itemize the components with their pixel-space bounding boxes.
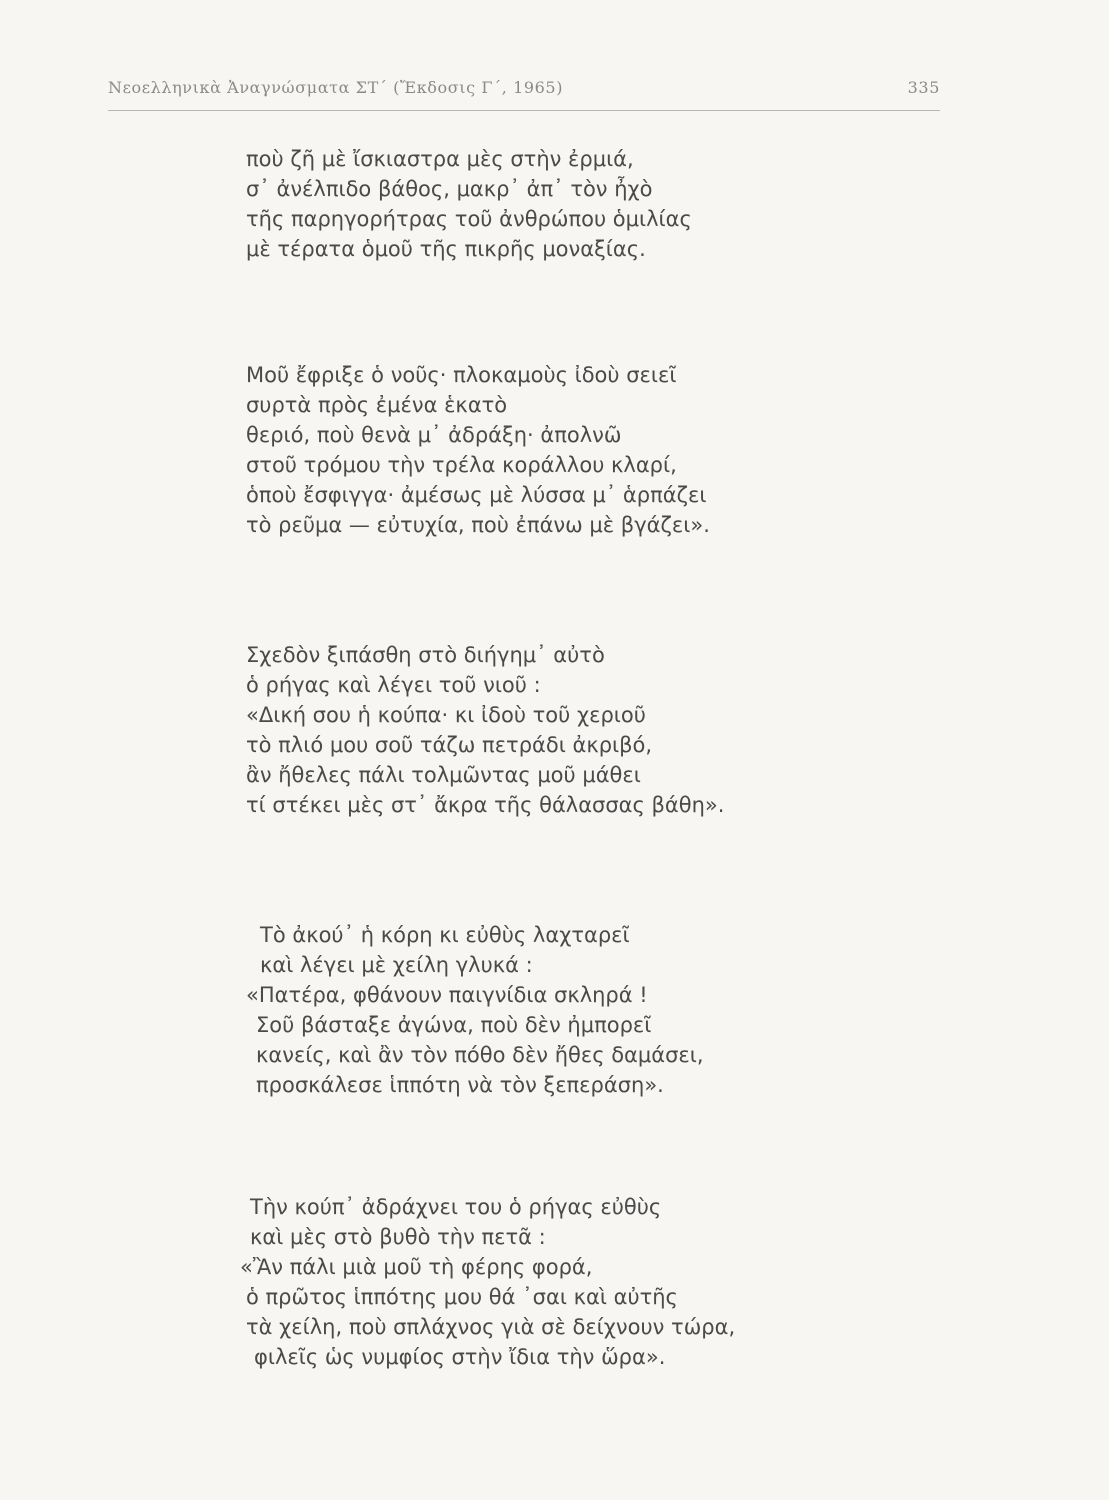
poem-line: τὸ πλιό μου σοῦ τάζω πετράδι ἀκριβό,: [246, 733, 653, 757]
poem-line: μὲ τέρατα ὁμοῦ τῆς πικρῆς μοναξίας.: [246, 237, 646, 261]
poem-line: κανείς, καὶ ἂν τὸν πόθο δὲν ἤθες δαμάσει,: [256, 1043, 704, 1067]
stanza-4: [246, 920, 704, 1100]
poem-line: προσκάλεσε ἱππότη νὰ τὸν ξεπεράση».: [256, 1073, 664, 1097]
stanza-1: [246, 144, 692, 264]
header-rule: [108, 110, 940, 111]
poem-line: Τὴν κούπ᾿ ἀδράχνει του ὁ ρήγας εὐθὺς: [250, 1195, 662, 1219]
stanza-2: [246, 360, 710, 540]
poem-line: Σχεδὸν ξιπάσθη στὸ διήγημ᾿ αὐτὸ: [246, 643, 605, 667]
poem-line: καὶ μὲς στὸ βυθὸ τὴν πετᾶ :: [250, 1225, 546, 1249]
poem-line: Τὸ ἀκού᾿ ἡ κόρη κι εὐθὺς λαχταρεῖ: [260, 923, 630, 947]
poem-line: «Πατέρα, φθάνουν παιγνίδια σκληρά !: [246, 983, 648, 1007]
poem-line: «Ἂν πάλι μιὰ μοῦ τὴ φέρης φορά,: [240, 1255, 593, 1279]
poem-line: στοῦ τρόμου τὴν τρέλα κοράλλου κλαρί,: [246, 453, 677, 477]
poem-line: «Δική σου ἡ κούπα· κι ἰδοὺ τοῦ χεριοῦ: [246, 703, 646, 727]
poem-line: ἂν ἤθελες πάλι τολμῶντας μοῦ μάθει: [246, 763, 641, 787]
poem-line: συρτὰ πρὸς ἐμένα ἑκατὸ: [246, 393, 508, 417]
page-number: 335: [907, 78, 940, 97]
poem-line: θεριό, ποὺ θενὰ μ᾿ ἀδράξη· ἀπολνῶ: [246, 423, 622, 447]
poem-line: τὰ χείλη, ποὺ σπλάχνος γιὰ σὲ δείχνουν τώρα,: [246, 1315, 736, 1339]
running-title: Νεοελληνικὰ Ἀναγνώσματα ΣΤ΄ (Ἔκδοσις Γ΄, 1965): [108, 78, 564, 97]
poem-line: Μοῦ ἔφριξε ὁ νοῦς· πλοκαμοὺς ἰδοὺ σειεῖ: [246, 363, 677, 387]
poem-line: τί στέκει μὲς στ᾿ ἄκρα τῆς θάλασσας βάθη».: [246, 793, 725, 817]
stanza-3: [246, 640, 724, 820]
poem-line: τῆς παρηγορήτρας τοῦ ἀνθρώπου ὁμιλίας: [246, 207, 692, 231]
poem-line: Σοῦ βάσταξε ἀγώνα, ποὺ δὲν ἠμπορεῖ: [256, 1013, 652, 1037]
poem-line: τὸ ρεῦμα — εὐτυχία, ποὺ ἐπάνω μὲ βγάζει».: [246, 513, 710, 537]
poem-line: καὶ λέγει μὲ χείλη γλυκά :: [260, 953, 533, 977]
poem-line: ὁ πρῶτος ἱππότης μου θά ᾿σαι καὶ αὐτῆς: [246, 1285, 678, 1309]
stanza-5: [240, 1192, 735, 1372]
poem-line: ὁ ρήγας καὶ λέγει τοῦ νιοῦ :: [246, 673, 541, 697]
poem-line: ποὺ ζῆ μὲ ἴσκιαστρα μὲς στὴν ἐρμιά,: [246, 147, 634, 171]
running-header: [108, 74, 940, 104]
poem-line: σ᾿ ἀνέλπιδο βάθος, μακρ᾿ ἀπ᾿ τὸν ἦχὸ: [246, 177, 653, 201]
poem-line: ὁποὺ ἔσφιγγα· ἀμέσως μὲ λύσσα μ᾿ ἁρπάζει: [246, 483, 707, 507]
poem-line: φιλεῖς ὡς νυμφίος στὴν ἴδια τὴν ὥρα».: [254, 1345, 666, 1369]
